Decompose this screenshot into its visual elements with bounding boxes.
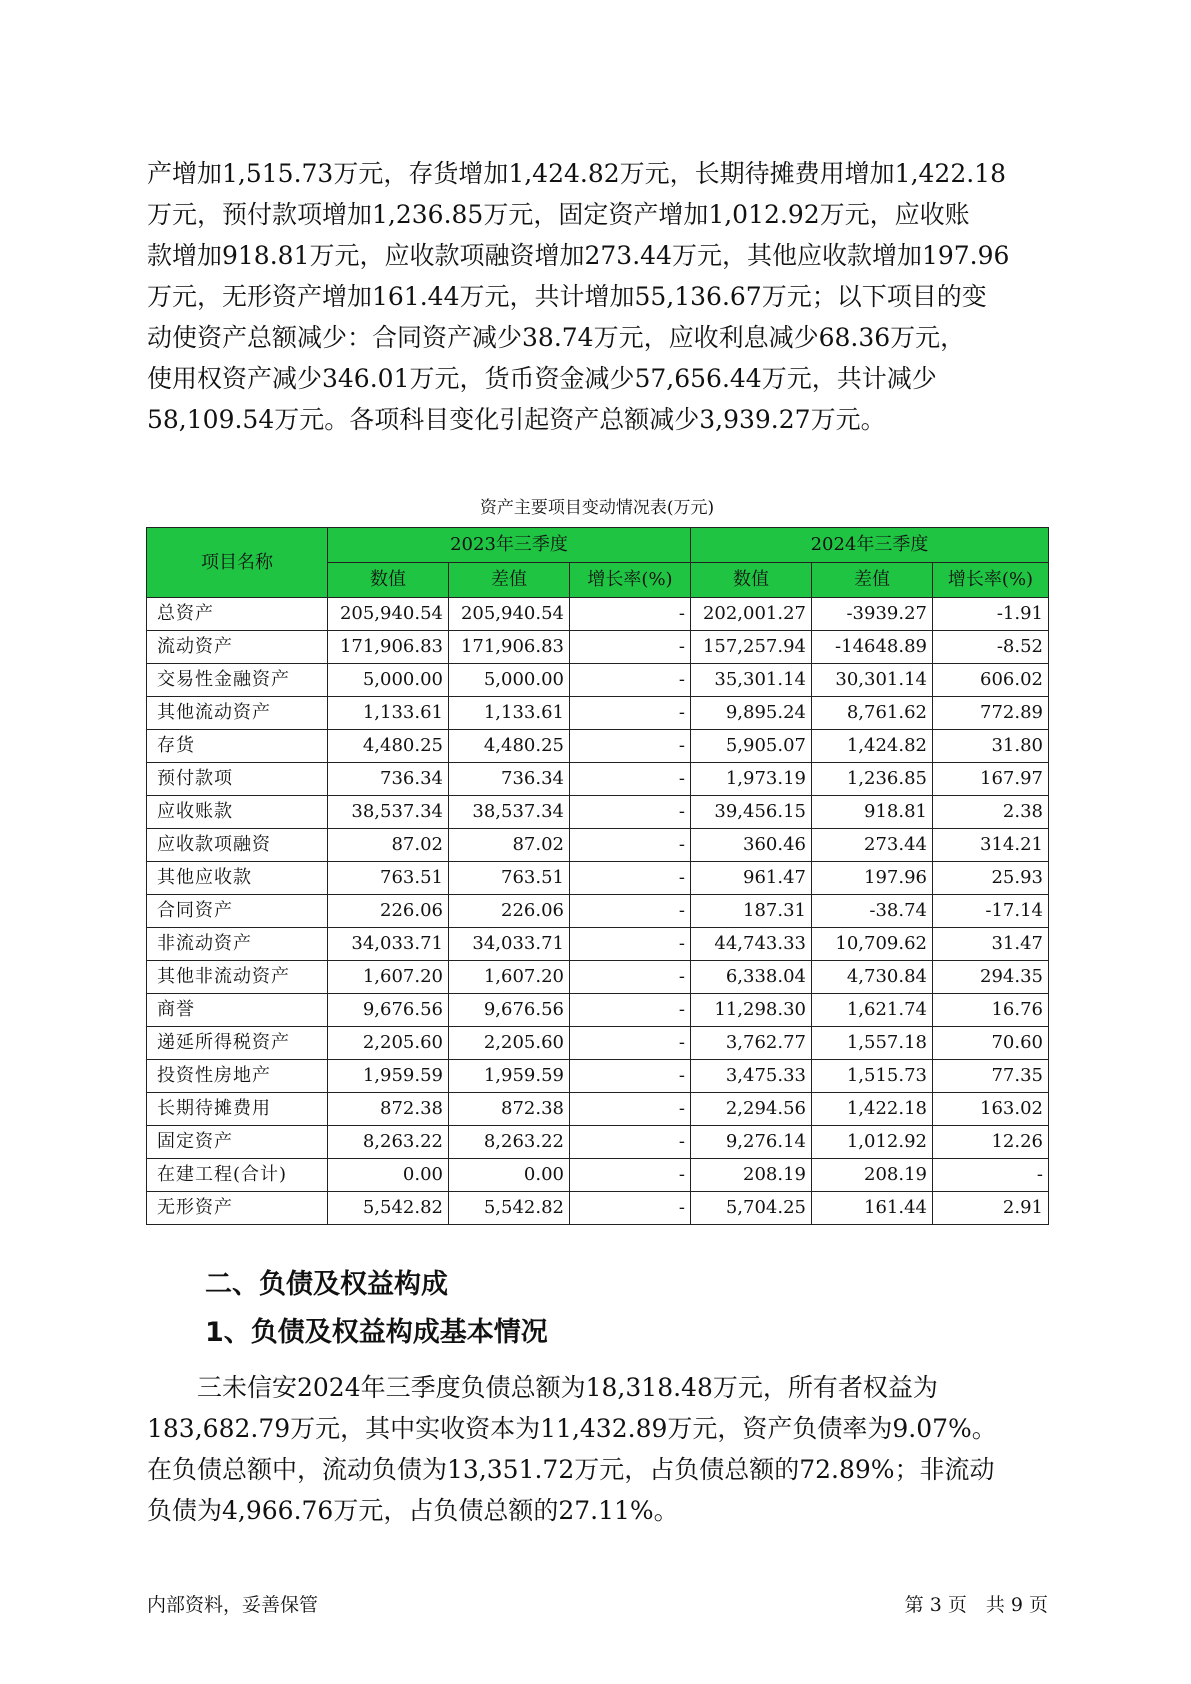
row-item-name: 存货	[147, 730, 328, 763]
row-item-name: 预付款项	[147, 763, 328, 796]
row-value-cell: 1,422.18	[812, 1093, 933, 1126]
row-value-cell: 226.06	[449, 895, 570, 928]
row-value-cell: 736.34	[449, 763, 570, 796]
row-value-cell: 918.81	[812, 796, 933, 829]
row-value-cell: 167.97	[933, 763, 1049, 796]
row-value-cell: 314.21	[933, 829, 1049, 862]
row-item-name: 其他流动资产	[147, 697, 328, 730]
row-value-cell: -38.74	[812, 895, 933, 928]
row-item-name: 应收款项融资	[147, 829, 328, 862]
row-value-cell: 202,001.27	[691, 598, 812, 631]
row-value-cell: 8,761.62	[812, 697, 933, 730]
row-value-cell: 294.35	[933, 961, 1049, 994]
row-value-cell: 171,906.83	[328, 631, 449, 664]
text-line: 58,109.54万元。各项科目变化引起资产总额减少3,939.27万元。	[147, 405, 886, 434]
row-value-cell: 87.02	[449, 829, 570, 862]
row-value-cell: 2.38	[933, 796, 1049, 829]
row-value-cell: 1,607.20	[449, 961, 570, 994]
header-rate: 增长率(%)	[933, 563, 1049, 598]
row-value-cell: 772.89	[933, 697, 1049, 730]
text-line: 产增加1,515.73万元，存货增加1,424.82万元，长期待摊费用增加1,422.18	[147, 159, 1006, 188]
row-value-cell: 226.06	[328, 895, 449, 928]
text-line: 在负债总额中，流动负债为13,351.72万元，占负债总额的72.89%；非流动	[147, 1455, 995, 1484]
row-value-cell: 205,940.54	[328, 598, 449, 631]
table-row	[147, 928, 1049, 961]
row-value-cell: 2,205.60	[449, 1027, 570, 1060]
row-value-cell: 5,000.00	[328, 664, 449, 697]
row-value-cell: 70.60	[933, 1027, 1049, 1060]
row-value-cell: 11,298.30	[691, 994, 812, 1027]
row-value-cell: 872.38	[328, 1093, 449, 1126]
row-value-cell: 197.96	[812, 862, 933, 895]
row-value-cell: 606.02	[933, 664, 1049, 697]
table-body	[147, 598, 1049, 1225]
row-value-cell: 8,263.22	[328, 1126, 449, 1159]
table-row	[147, 829, 1049, 862]
row-value-cell: -	[570, 730, 691, 763]
row-value-cell: -	[570, 1192, 691, 1225]
row-value-cell: 9,276.14	[691, 1126, 812, 1159]
row-value-cell: -	[570, 598, 691, 631]
table-caption: 资产主要项目变动情况表(万元)	[479, 498, 715, 518]
row-value-cell: 187.31	[691, 895, 812, 928]
row-value-cell: 872.38	[449, 1093, 570, 1126]
subsection-heading: 1、负债及权益构成基本情况	[205, 1317, 548, 1348]
row-value-cell: 273.44	[812, 829, 933, 862]
row-value-cell: 163.02	[933, 1093, 1049, 1126]
row-value-cell: 2,294.56	[691, 1093, 812, 1126]
header-diff: 差值	[812, 563, 933, 598]
row-value-cell: 3,475.33	[691, 1060, 812, 1093]
row-item-name: 无形资产	[147, 1192, 328, 1225]
footer-confidential-note: 内部资料，妥善保管	[147, 1594, 319, 1616]
row-value-cell: 31.47	[933, 928, 1049, 961]
table-row	[147, 1192, 1049, 1225]
row-value-cell: -8.52	[933, 631, 1049, 664]
row-item-name: 商誉	[147, 994, 328, 1027]
row-value-cell: 1,607.20	[328, 961, 449, 994]
text-line: 款增加918.81万元，应收款项融资增加273.44万元，其他应收款增加197.96	[147, 241, 1010, 270]
table-row	[147, 961, 1049, 994]
table-row	[147, 1060, 1049, 1093]
row-item-name: 流动资产	[147, 631, 328, 664]
section-heading: 二、负债及权益构成	[205, 1269, 448, 1300]
row-value-cell: 208.19	[812, 1159, 933, 1192]
table-row	[147, 862, 1049, 895]
row-value-cell: 9,676.56	[449, 994, 570, 1027]
row-value-cell: 0.00	[328, 1159, 449, 1192]
row-item-name: 在建工程(合计)	[147, 1159, 328, 1192]
row-value-cell: 1,959.59	[328, 1060, 449, 1093]
row-item-name: 投资性房地产	[147, 1060, 328, 1093]
row-value-cell: -	[570, 1027, 691, 1060]
text-line: 万元，预付款项增加1,236.85万元，固定资产增加1,012.92万元，应收账	[147, 200, 970, 229]
row-item-name: 应收账款	[147, 796, 328, 829]
header-period-2023: 2023年三季度	[328, 528, 691, 563]
row-value-cell: 8,263.22	[449, 1126, 570, 1159]
row-value-cell: 10,709.62	[812, 928, 933, 961]
row-value-cell: 2,205.60	[328, 1027, 449, 1060]
row-value-cell: 1,557.18	[812, 1027, 933, 1060]
row-value-cell: 1,236.85	[812, 763, 933, 796]
row-value-cell: -14648.89	[812, 631, 933, 664]
table-row	[147, 631, 1049, 664]
row-value-cell: 4,480.25	[328, 730, 449, 763]
row-value-cell: -	[570, 994, 691, 1027]
row-value-cell: 44,743.33	[691, 928, 812, 961]
row-item-name: 合同资产	[147, 895, 328, 928]
row-value-cell: 1,959.59	[449, 1060, 570, 1093]
header-period-2024: 2024年三季度	[691, 528, 1049, 563]
row-value-cell: 5,000.00	[449, 664, 570, 697]
row-value-cell: 12.26	[933, 1126, 1049, 1159]
row-value-cell: -	[570, 928, 691, 961]
row-item-name: 其他非流动资产	[147, 961, 328, 994]
row-value-cell: -	[570, 829, 691, 862]
row-item-name: 递延所得税资产	[147, 1027, 328, 1060]
text-line: 负债为4,966.76万元，占负债总额的27.11%。	[147, 1496, 679, 1525]
row-value-cell: 1,424.82	[812, 730, 933, 763]
row-value-cell: 5,542.82	[449, 1192, 570, 1225]
intro-paragraph	[147, 153, 1047, 440]
row-value-cell: 87.02	[328, 829, 449, 862]
row-value-cell: 1,515.73	[812, 1060, 933, 1093]
table-row	[147, 1126, 1049, 1159]
row-value-cell: 30,301.14	[812, 664, 933, 697]
row-value-cell: 9,895.24	[691, 697, 812, 730]
footer-page-number: 第 3 页 共 9 页	[904, 1594, 1048, 1616]
row-value-cell: -	[570, 796, 691, 829]
row-value-cell: 5,704.25	[691, 1192, 812, 1225]
row-value-cell: -17.14	[933, 895, 1049, 928]
header-value: 数值	[691, 563, 812, 598]
row-value-cell: -	[570, 862, 691, 895]
row-value-cell: -3939.27	[812, 598, 933, 631]
text-line: 三未信安2024年三季度负债总额为18,318.48万元，所有者权益为	[147, 1373, 938, 1402]
row-value-cell: 1,133.61	[328, 697, 449, 730]
row-value-cell: 763.51	[328, 862, 449, 895]
row-value-cell: -	[570, 1159, 691, 1192]
row-value-cell: 9,676.56	[328, 994, 449, 1027]
header-diff: 差值	[449, 563, 570, 598]
row-value-cell: 4,730.84	[812, 961, 933, 994]
text-line: 使用权资产减少346.01万元，货币资金减少57,656.44万元，共计减少	[147, 364, 937, 393]
row-value-cell: 736.34	[328, 763, 449, 796]
table-row	[147, 994, 1049, 1027]
row-value-cell: 25.93	[933, 862, 1049, 895]
row-value-cell: 360.46	[691, 829, 812, 862]
row-value-cell: -	[570, 1093, 691, 1126]
row-value-cell: 161.44	[812, 1192, 933, 1225]
table-row	[147, 1093, 1049, 1126]
header-rate: 增长率(%)	[570, 563, 691, 598]
row-value-cell: 1,621.74	[812, 994, 933, 1027]
row-value-cell: -	[570, 664, 691, 697]
row-item-name: 长期待摊费用	[147, 1093, 328, 1126]
row-item-name: 固定资产	[147, 1126, 328, 1159]
row-value-cell: 38,537.34	[449, 796, 570, 829]
table-row	[147, 1159, 1049, 1192]
row-value-cell: 39,456.15	[691, 796, 812, 829]
row-value-cell: 16.76	[933, 994, 1049, 1027]
row-value-cell: -1.91	[933, 598, 1049, 631]
table-row	[147, 598, 1049, 631]
row-value-cell: -	[570, 763, 691, 796]
text-line: 183,682.79万元，其中实收资本为11,432.89万元，资产负债率为9.07%。	[147, 1414, 997, 1443]
row-value-cell: 34,033.71	[328, 928, 449, 961]
row-value-cell: -	[570, 895, 691, 928]
row-value-cell: 4,480.25	[449, 730, 570, 763]
row-value-cell: 3,762.77	[691, 1027, 812, 1060]
row-value-cell: 38,537.34	[328, 796, 449, 829]
text-line: 万元，无形资产增加161.44万元，共计增加55,136.67万元；以下项目的变	[147, 282, 987, 311]
row-value-cell: 77.35	[933, 1060, 1049, 1093]
row-value-cell: 31.80	[933, 730, 1049, 763]
row-value-cell: 6,338.04	[691, 961, 812, 994]
row-value-cell: -	[570, 961, 691, 994]
liability-paragraph	[147, 1367, 1047, 1531]
row-value-cell: 2.91	[933, 1192, 1049, 1225]
row-value-cell: -	[570, 1060, 691, 1093]
row-value-cell: 205,940.54	[449, 598, 570, 631]
row-value-cell: 1,012.92	[812, 1126, 933, 1159]
row-value-cell: 1,133.61	[449, 697, 570, 730]
asset-change-table	[146, 527, 1049, 1225]
header-item-name: 项目名称	[147, 528, 328, 598]
row-value-cell: -	[570, 631, 691, 664]
table-row	[147, 895, 1049, 928]
row-value-cell: 1,973.19	[691, 763, 812, 796]
table-row	[147, 796, 1049, 829]
row-value-cell: -	[570, 1126, 691, 1159]
row-value-cell: 208.19	[691, 1159, 812, 1192]
table-row	[147, 763, 1049, 796]
table-row	[147, 664, 1049, 697]
table-row	[147, 730, 1049, 763]
row-value-cell: 157,257.94	[691, 631, 812, 664]
row-value-cell: 5,905.07	[691, 730, 812, 763]
row-value-cell: 0.00	[449, 1159, 570, 1192]
row-item-name: 其他应收款	[147, 862, 328, 895]
row-value-cell: -	[933, 1159, 1049, 1192]
row-value-cell: 35,301.14	[691, 664, 812, 697]
table-row	[147, 697, 1049, 730]
header-value: 数值	[328, 563, 449, 598]
row-value-cell: 763.51	[449, 862, 570, 895]
row-value-cell: -	[570, 697, 691, 730]
row-value-cell: 961.47	[691, 862, 812, 895]
row-value-cell: 5,542.82	[328, 1192, 449, 1225]
row-item-name: 交易性金融资产	[147, 664, 328, 697]
row-value-cell: 34,033.71	[449, 928, 570, 961]
table-row	[147, 1027, 1049, 1060]
row-value-cell: 171,906.83	[449, 631, 570, 664]
text-line: 动使资产总额减少：合同资产减少38.74万元，应收利息减少68.36万元，	[147, 323, 966, 352]
row-item-name: 非流动资产	[147, 928, 328, 961]
row-item-name: 总资产	[147, 598, 328, 631]
